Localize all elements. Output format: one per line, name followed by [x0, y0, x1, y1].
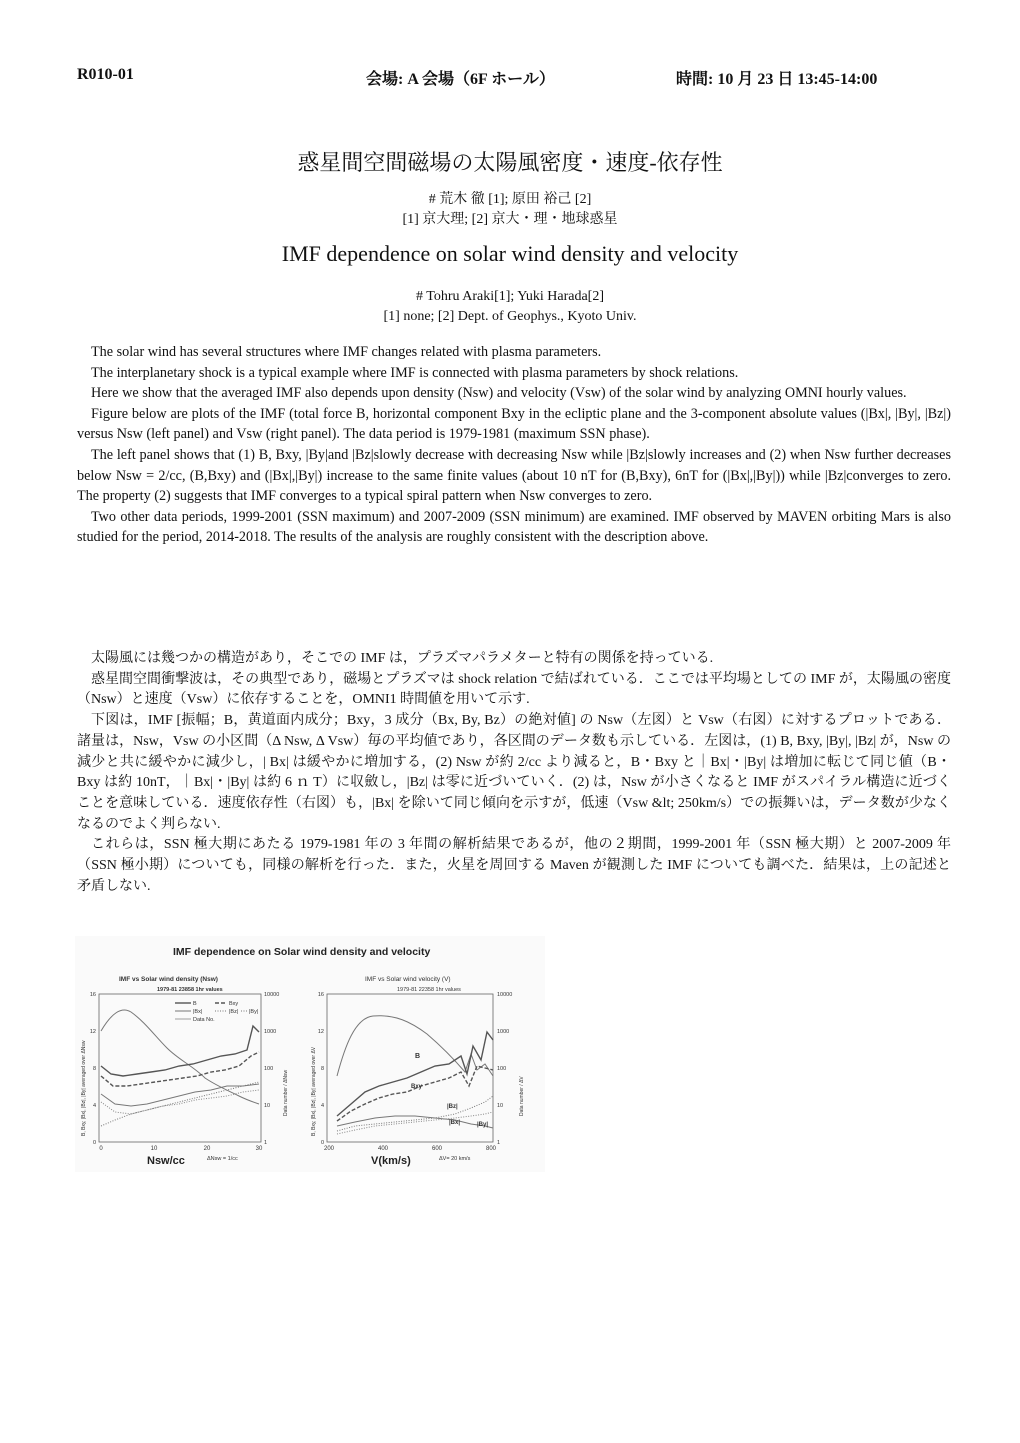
left-ytick: 0 — [92, 1140, 96, 1146]
left-yticks — [90, 992, 96, 1146]
right-bx-curve — [337, 1116, 493, 1128]
left-panel-title: IMF vs Solar wind density (Nsw) — [119, 976, 218, 983]
authors-english-block — [0, 287, 1020, 327]
right-ytick: 16 — [317, 992, 324, 998]
right-data-number-curve — [337, 1016, 493, 1076]
abstract-japanese — [77, 649, 951, 897]
imf-figure — [75, 936, 545, 1172]
abstract-jp-paragraph: 惑星間空間衝撃波は，その典型であり，磁場とプラズマは shock relation で結ばれている．ここでは平均場としての IMF が，太陽風の密度（Nsw）と速度（Vsw）に依存することを，OMNI1 時間値を用いて示す. — [77, 671, 951, 708]
right-label-bxy: Bxy — [411, 1084, 423, 1090]
right-ytick: 0 — [320, 1140, 324, 1146]
left-note: ΔNsw = 1/cc — [207, 1156, 238, 1162]
right-label-by: |By| — [477, 1122, 489, 1128]
legend-bx: |Bx| — [193, 1009, 203, 1015]
abstract-jp-paragraph: 太陽風には幾つかの構造があり，そこでの IMF は，プラズマパラメターと特有の関係を持っている. — [91, 651, 714, 666]
right-ytick: 8 — [320, 1066, 324, 1072]
right-ytick: 12 — [317, 1029, 324, 1035]
left-xtick: 10 — [150, 1146, 158, 1152]
right-xtick: 600 — [431, 1146, 443, 1152]
right-xticks — [324, 1146, 497, 1152]
right-xlabel: V(km/s) — [371, 1155, 411, 1167]
right-y2tick: 1 — [497, 1140, 501, 1146]
right-y2tick: 100 — [497, 1066, 507, 1072]
right-xtick: 400 — [377, 1146, 389, 1152]
right-label-bz: |Bz| — [447, 1104, 458, 1110]
right-yticks — [318, 992, 324, 1146]
left-data-number-curve — [101, 1010, 259, 1104]
right-y2tick: 10000 — [497, 992, 513, 998]
right-panel-subtitle: 1979-81 22358 1hr values — [397, 987, 461, 993]
right-y2ticks — [497, 992, 512, 1146]
legend-by: |By| — [249, 1009, 259, 1015]
abstract-en-paragraph: The left panel shows that (1) B, Bxy, |By|and |Bz|slowly decrease with decreasing Nsw while |Bz|slowly increases and (2) when Nsw further decreases below Nsw = 2/cc, (B,Bxy) and (|Bx|,|By|) increase to the same finite values (about 10 nT for (B,Bxy), 6nT for (|Bx|,|By|)) while |Bz|converges to zero. The property (2) suggests that IMF converges to a typical spiral pattern when Nsw converges to zero. — [77, 446, 951, 505]
title-english: IMF dependence on solar wind density and velocity — [281, 241, 739, 266]
left-y2tick: 10 — [264, 1103, 271, 1109]
left-bx-curve — [101, 1084, 259, 1106]
abstract-en-paragraph: The solar wind has several structures where IMF changes related with plasma parameters. — [91, 344, 602, 360]
left-y2ticks — [264, 992, 279, 1146]
affiliation-japanese: [1] 京大理; [2] 京大・理・地球惑星 — [402, 212, 618, 227]
left-y2tick: 100 — [264, 1066, 274, 1072]
left-xtick: 0 — [99, 1146, 103, 1152]
right-b-curve — [337, 1032, 493, 1116]
session-venue: 会場: A 会場（6F ホール） — [366, 71, 555, 88]
left-y2tick: 1 — [264, 1140, 268, 1146]
right-label-b: B — [415, 1053, 421, 1060]
left-xtick: 20 — [203, 1146, 211, 1152]
right-ylabel: B, Bxy, |Bx|, |Bz|, |By| averaged over ΔV — [311, 1046, 317, 1136]
left-panel-subtitle: 1979-81 23858 1hr values — [157, 987, 223, 993]
legend-b: B — [193, 1001, 197, 1007]
left-ytick: 12 — [89, 1029, 96, 1035]
abstract-jp-paragraph: これらは，SSN 極大期にあたる 1979-1981 年の 3 年間の解析結果であるが，他の２期間，1999-2001 年（SSN 極大期）と 2007-2009 年（SSN 極小期）についても，同様の解析を行った．また，火星を周回する Maven が観測した IMF についても調べた．結果は，上の記述と矛盾しない. — [77, 837, 951, 894]
right-by-curve — [337, 1112, 493, 1134]
left-legend — [175, 1001, 258, 1023]
right-ytick: 4 — [320, 1103, 324, 1109]
right-note: ΔV= 20 km/s — [439, 1156, 471, 1162]
figure-svg — [75, 936, 545, 1172]
left-xlabel: Nsw/cc — [147, 1155, 185, 1167]
right-curves — [337, 1016, 493, 1134]
left-xtick: 30 — [255, 1146, 263, 1152]
left-b-curve — [101, 1026, 259, 1076]
left-y2label: Data number / ΔNsw — [283, 1069, 289, 1116]
right-bz-curve — [337, 1096, 493, 1131]
figure-title: IMF dependence on Solar wind density and velocity — [173, 946, 431, 958]
right-y2tick: 1000 — [497, 1029, 510, 1035]
legend-bxy: Bxy — [229, 1001, 239, 1007]
left-curves — [101, 1010, 259, 1126]
left-ytick: 16 — [89, 992, 96, 998]
right-label-bx: |Bx| — [449, 1120, 461, 1126]
right-y2label: Data number / ΔV — [519, 1076, 525, 1116]
right-panel-title: IMF vs Solar wind velocity (V) — [365, 976, 451, 983]
abstract-en-paragraph: Figure below are plots of the IMF (total force B, horizontal component Bxy in the ecliptic plane and the 3-component absolute values (|Bx|, |By|, |Bz|) versus Nsw (left panel) and Vsw (right panel). The data period is 1979-1981 (maximum SSN phase). — [77, 405, 951, 443]
abstract-en-paragraph: Two other data periods, 1999-2001 (SSN maximum) and 2007-2009 (SSN minimum) are examined. IMF observed by MAVEN orbiting Mars is also studied for the period, 2014-2018. The results of the analysis are roughly consistent with the description above. — [77, 508, 951, 546]
left-xticks — [99, 1146, 263, 1152]
affiliation-english: [1] none; [2] Dept. of Geophys., Kyoto Univ. — [383, 309, 637, 324]
left-y2tick: 1000 — [264, 1029, 277, 1035]
left-ytick: 8 — [92, 1066, 96, 1072]
left-bxy-curve — [101, 1052, 259, 1086]
abstract-en-paragraph: Here we show that the averaged IMF also depends upon density (Nsw) and velocity (Vsw) of the solar wind by analyzing OMNI hourly values. — [91, 385, 907, 402]
left-ylabel: B, Bxy, |Bx|, |Bz|, |By| averaged over ΔNsw — [81, 1040, 87, 1136]
abstract-jp-paragraph: 下図は，IMF [振幅；B，黄道面内成分；Bxy，3 成分（Bx, By, Bz）の絶対値] の Nsw（左図）と Vsw（右図）に対するプロットである．諸量は，Nsw，Vsw の小区間（Δ Nsw, Δ Vsw）毎の平均値であり，各区間のデータ数も示している．左図は，(1) B, Bxy, |By|, |Bz| が，Nsw の減少と共に緩やかに減少し，| Bx| は緩やかに増加する，(2) Nsw が約 2/cc より減ると，B・Bxy と｜Bx|・|By| は増加に転じて同じ値（B・Bxy は約 10nT，｜Bx|・|By| は約 6 ｎ T）に収斂し，|Bz| は零に近づいていく．(2) は，Nsw が小さくなると IMF がスパイラル構造に近づくことを意味している．速度依存性（右図）も，|Bx| を除いて同じ傾向を示すが，低速（Vsw &lt; 250km/s）での振舞いは，データ数が少なくなるのでよく判らない. — [77, 713, 951, 832]
abstract-english — [77, 342, 951, 548]
authors-japanese: # 荒木 徹 [1]; 原田 裕己 [2] — [428, 192, 592, 207]
right-xtick: 200 — [323, 1146, 335, 1152]
session-id: R010-01 — [77, 66, 134, 83]
right-xtick: 800 — [485, 1146, 497, 1152]
abstract-en-paragraph: The interplanetary shock is a typical example where IMF is connected with plasma parameters by shock relations. — [91, 364, 739, 381]
left-y2tick: 10000 — [264, 992, 280, 998]
left-ytick: 4 — [92, 1103, 96, 1109]
legend-data-no: Data No. — [193, 1017, 215, 1023]
authors-english: # Tohru Araki[1]; Yuki Harada[2] — [416, 289, 604, 304]
authors-japanese-block — [0, 190, 1020, 230]
title-japanese: 惑星間空間磁場の太陽風密度・速度-依存性 — [297, 150, 723, 175]
right-y2tick: 10 — [497, 1103, 504, 1109]
session-time: 時間: 10 月 23 日 13:45-14:00 — [676, 71, 878, 88]
legend-bz: |Bz| — [229, 1009, 239, 1015]
left-plot-frame — [99, 994, 261, 1142]
